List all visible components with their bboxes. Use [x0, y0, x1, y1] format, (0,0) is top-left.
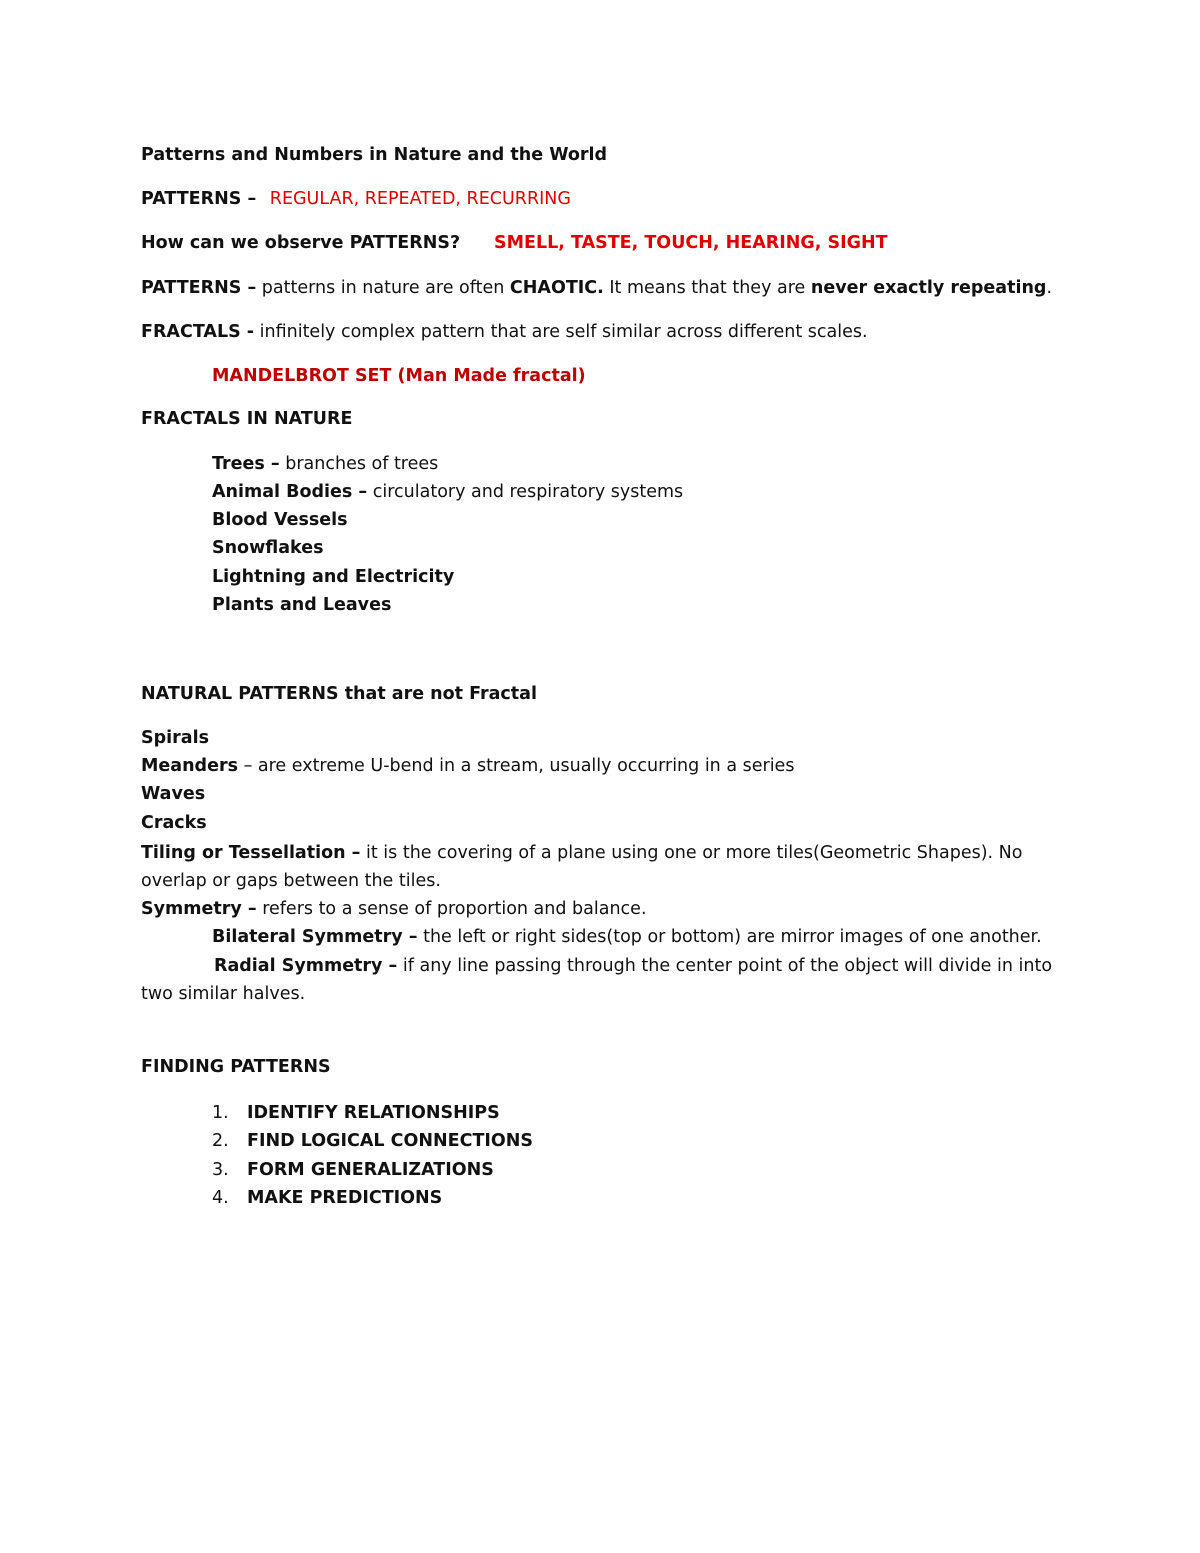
natural-patterns-heading: NATURAL PATTERNS that are not Fractal [141, 684, 537, 704]
radial-desc: if any line passing through the center point of the object will divide in into [402, 956, 1053, 976]
fractal-item-term: Animal Bodies – [212, 482, 368, 502]
list-number: 2. [212, 1131, 229, 1152]
finding-patterns-list [212, 1099, 533, 1212]
list-text: FIND LOGICAL CONNECTIONS [247, 1131, 534, 1152]
list-text: FORM GENERALIZATIONS [247, 1159, 494, 1180]
fractal-item-lightning: Lightning and Electricity [212, 567, 455, 587]
meanders-item [141, 755, 794, 777]
patterns-definition [141, 188, 571, 210]
list-item [212, 1099, 533, 1127]
list-item [212, 1127, 533, 1155]
bilateral-desc: the left or right sides(top or bottom) are mirror images of one another. [423, 927, 1042, 947]
cracks-item: Cracks [141, 813, 207, 833]
fractals-text: infinitely complex pattern that are self similar across different scales. [259, 322, 868, 342]
radial-symmetry-item [214, 955, 1052, 977]
fractal-item-desc: branches of trees [285, 454, 439, 474]
finding-patterns-heading: FINDING PATTERNS [141, 1057, 331, 1077]
waves-item: Waves [141, 784, 206, 804]
fractal-item-animal-bodies [212, 481, 683, 503]
list-number: 1. [212, 1103, 229, 1123]
tiling-term: Tiling or Tessellation – [141, 843, 361, 863]
list-item [212, 1184, 533, 1212]
meanders-desc: – are extreme U-bend in a stream, usually occurring in a series [243, 756, 795, 776]
mandelbrot-set: MANDELBROT SET (Man Made fractal) [212, 366, 586, 386]
radial-desc-continued: two similar halves. [141, 984, 306, 1004]
patterns-chaotic-text2: It means that they are [609, 278, 806, 298]
fractals-in-nature-heading: FRACTALS IN NATURE [141, 409, 353, 429]
symmetry-desc: refers to a sense of proportion and balance. [262, 899, 647, 919]
list-number: 3. [212, 1159, 229, 1180]
fractal-item-blood-vessels: Blood Vessels [212, 510, 348, 530]
patterns-term: PATTERNS – [141, 189, 257, 209]
radial-term: Radial Symmetry – [214, 956, 398, 976]
chaotic-keyword: CHAOTIC. [509, 278, 604, 298]
list-item [212, 1156, 533, 1184]
list-number: 4. [212, 1187, 229, 1208]
fractals-term: FRACTALS - [141, 322, 255, 342]
fractals-definition [141, 321, 868, 343]
tiling-desc: it is the covering of a plane using one or more tiles(Geometric Shapes). No [366, 843, 1023, 863]
tiling-item [141, 842, 1022, 864]
list-text: MAKE PREDICTIONS [247, 1187, 443, 1208]
fractal-item-snowflakes: Snowflakes [212, 538, 324, 558]
symmetry-item [141, 898, 647, 920]
meanders-term: Meanders [141, 756, 238, 776]
symmetry-term: Symmetry – [141, 899, 257, 919]
sentence-period: . [1046, 278, 1053, 298]
observe-answer: SMELL, TASTE, TOUCH, HEARING, SIGHT [494, 233, 888, 253]
observe-question: How can we observe PATTERNS? [141, 233, 461, 253]
spirals-item: Spirals [141, 728, 209, 748]
patterns-chaotic-line [141, 277, 1052, 299]
tiling-desc-continued: overlap or gaps between the tiles. [141, 871, 441, 891]
bilateral-term: Bilateral Symmetry – [212, 927, 418, 947]
patterns-chaotic-text1: patterns in nature are often [261, 278, 505, 298]
bilateral-symmetry-item [212, 926, 1042, 948]
patterns-value: REGULAR, REPEATED, RECURRING [269, 189, 571, 209]
list-text: IDENTIFY RELATIONSHIPS [247, 1103, 500, 1123]
fractal-item-trees [212, 453, 438, 475]
patterns-chaotic-term: PATTERNS – [141, 278, 257, 298]
never-repeating-keyword: never exactly repeating [810, 278, 1047, 298]
fractal-item-desc: circulatory and respiratory systems [372, 482, 684, 502]
fractal-item-term: Trees – [212, 454, 280, 474]
page-title: Patterns and Numbers in Nature and the World [141, 145, 608, 165]
fractal-item-plants: Plants and Leaves [212, 595, 392, 615]
